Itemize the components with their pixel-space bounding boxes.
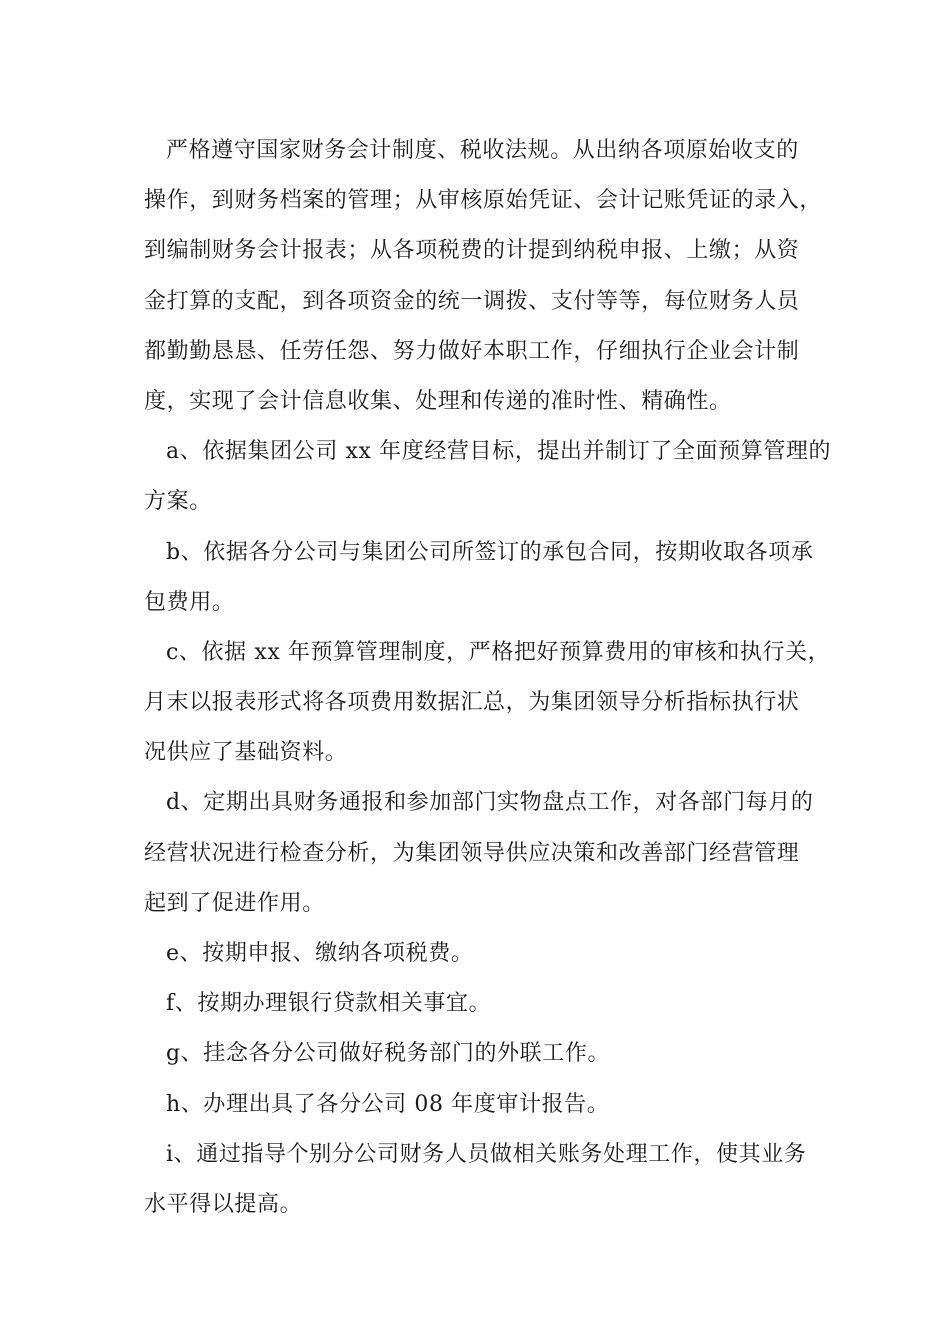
list-item-a-continued: 方案。: [144, 489, 212, 515]
list-item-d-continued: 起到了促进作用。: [144, 890, 325, 916]
document-body: [144, 126, 832, 1230]
list-item-d-continued: 经营状况进行检查分析，为集团领导供应决策和改善部门经营管理: [144, 840, 800, 866]
list-item-g: g、挂念各分公司做好税务部门的外联工作。: [166, 1041, 611, 1067]
list-item-h: h、办理出具了各分公司 08 年度审计报告。: [166, 1091, 610, 1117]
list-item-e: e、按期申报、缴纳各项税费。: [166, 941, 474, 966]
paragraph-line: 到编制财务会计报表；从各项税费的计提到纳税申报、上缴；从资: [144, 238, 800, 264]
paragraph-line: 金打算的支配，到各项资金的统一调拨、支付等等，每位财务人员: [144, 288, 800, 314]
list-item-c: c、依据 xx 年预算管理制度，严格把好预算费用的审核和执行关，: [166, 639, 831, 665]
paragraph-line: 操作，到财务档案的管理；从审核原始凭证、会计记账凭证的录入，: [144, 188, 823, 214]
paragraph-line: 严格遵守国家财务会计制度、税收法规。从出纳各项原始收支的: [166, 138, 799, 163]
list-item-a: a、依据集团公司 xx 年度经营目标，提出并制订了全面预算管理的: [166, 439, 832, 465]
list-item-d: d、定期出具财务通报和参加部门实物盘点工作，对各部门每月的: [166, 790, 814, 816]
list-item-i: i、通过指导个别分公司财务人员做相关账务处理工作，使其业务: [166, 1141, 807, 1167]
list-item-b-continued: 包费用。: [144, 589, 235, 615]
list-item-b: b、依据各分公司与集团公司所签订的承包合同，按期收取各项承: [166, 539, 814, 565]
list-item-i-continued: 水平得以提高。: [144, 1191, 303, 1217]
list-item-c-continued: 月末以报表形式将各项费用数据汇总，为集团领导分析指标执行状: [144, 690, 800, 716]
paragraph-line: 都勤勤恳恳、任劳任怨、努力做好本职工作，仔细执行企业会计制: [144, 338, 800, 364]
list-item-f: f、按期办理银行贷款相关事宜。: [166, 991, 492, 1017]
list-item-c-continued: 况供应了基础资料。: [144, 740, 348, 766]
paragraph-line: 度，实现了会计信息收集、处理和传递的准时性、精确性。: [144, 388, 732, 414]
